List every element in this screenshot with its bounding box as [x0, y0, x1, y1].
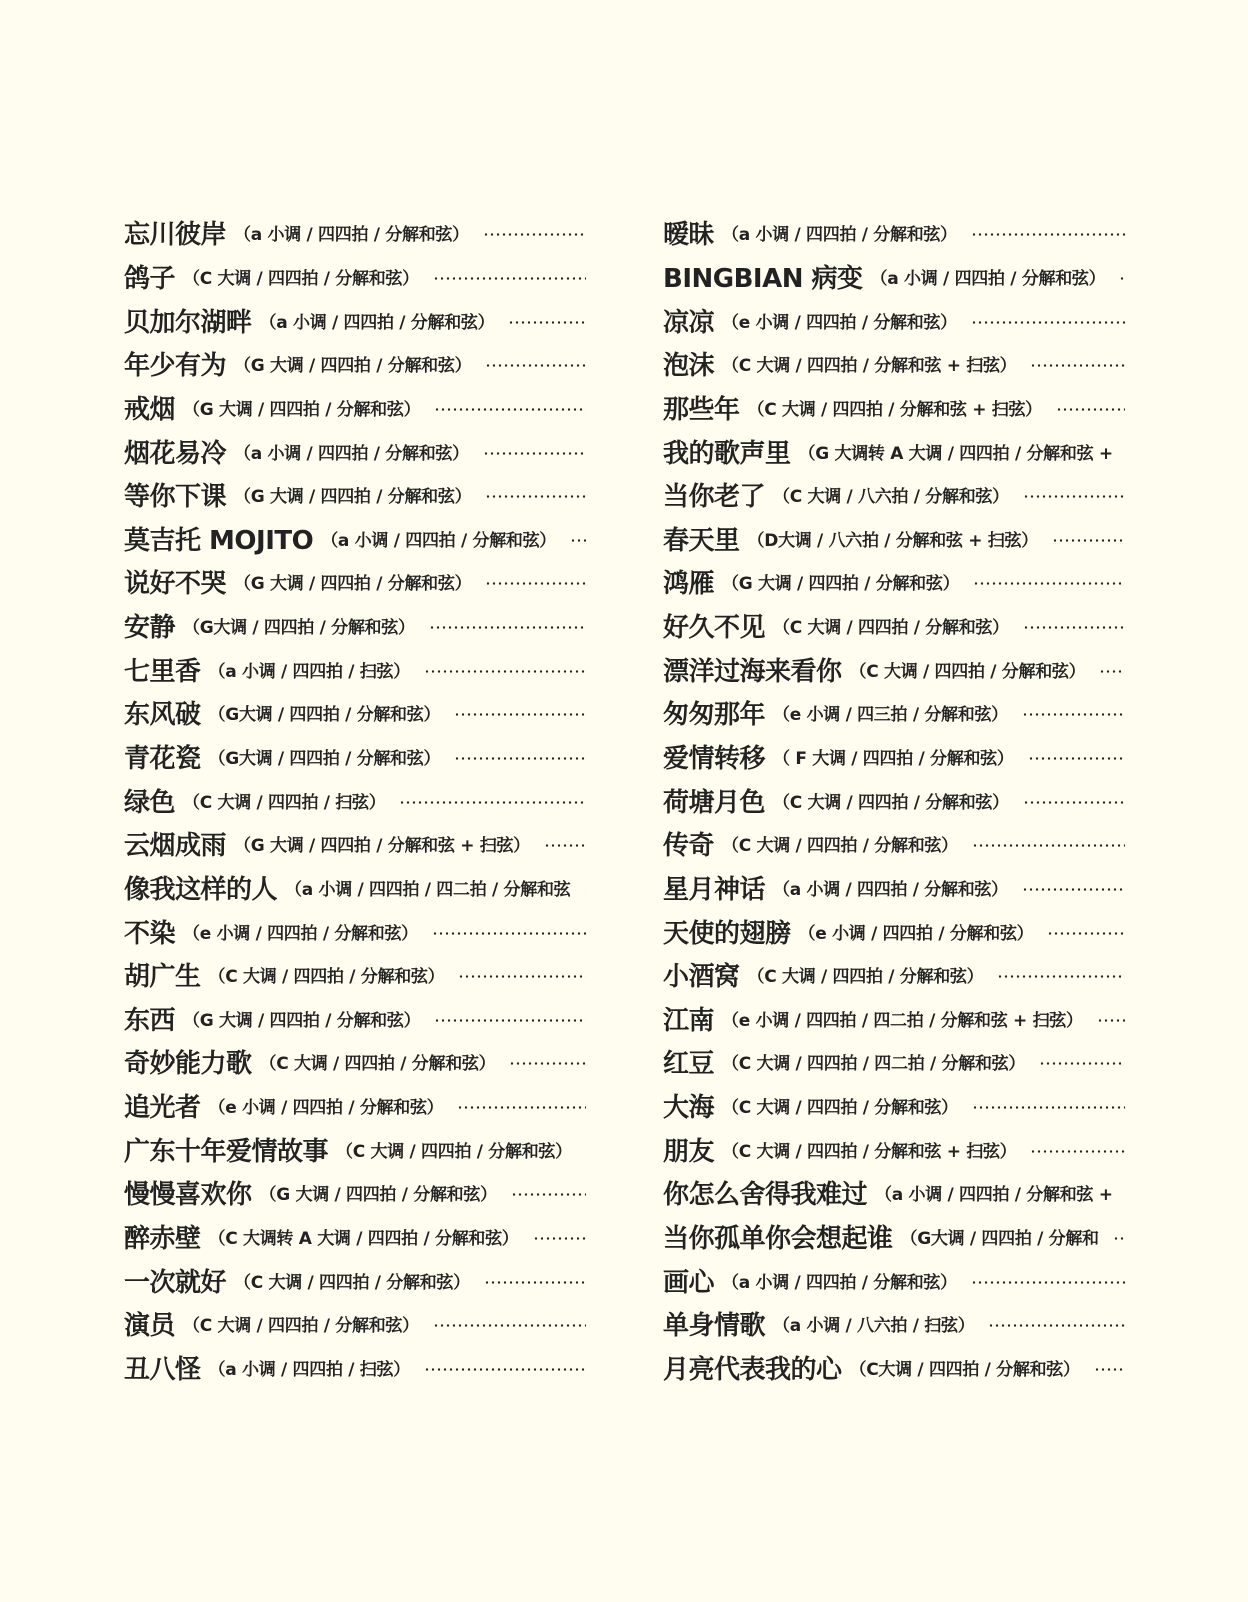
dot-leader [1099, 670, 1125, 673]
dot-leader [1028, 757, 1125, 760]
dot-leader [1113, 1237, 1125, 1240]
dot-leader [432, 932, 586, 935]
song-key-info: （e 小调 / 四四拍 / 分解和弦） [183, 923, 418, 944]
song-title: 丑八怪 [124, 1354, 201, 1385]
song-title: 月亮代表我的心 [663, 1354, 842, 1385]
song-key-info: （G大调 / 四四拍 / 分解和弦） [208, 749, 441, 769]
toc-entry [663, 473, 1125, 517]
dot-leader [1023, 495, 1125, 498]
dot-leader [424, 1368, 586, 1371]
song-title: 好久不见 [663, 613, 766, 644]
dot-leader [434, 408, 586, 411]
song-key-info: （C 大调 / 四四拍 / 分解和弦） [183, 268, 419, 289]
dot-leader [1094, 1368, 1125, 1371]
song-key-info: （e 小调 / 四四拍 / 分解和弦） [798, 923, 1034, 944]
song-key-info: （a 小调 / 四四拍 / 分解和弦） [259, 312, 495, 333]
dot-leader [454, 757, 586, 760]
song-title: 荷塘月色 [663, 787, 766, 818]
song-title: 东西 [124, 1005, 176, 1036]
song-key-info: （G大调 / 四四拍 / 分解和 [900, 1229, 1099, 1250]
song-key-info: （C 大调 / 四四拍 / 扫弦） [183, 792, 386, 813]
song-title: 奇妙能力歌 [124, 1049, 252, 1080]
toc-entry [663, 647, 1125, 691]
song-key-info: （D大调 / 八六拍 / 分解和弦 + 扫弦） [747, 530, 1038, 551]
song-key-info: （G 大调 / 四四拍 / 分解和弦） [234, 356, 472, 377]
toc-entry [663, 1127, 1125, 1171]
song-title: 凉凉 [663, 307, 715, 338]
song-title: BINGBIAN 病变 [663, 263, 863, 294]
song-key-info: （ F 大调 / 四四拍 / 分解和弦） [773, 749, 1014, 769]
toc-entry [663, 429, 1125, 473]
song-key-info: （C 大调 / 四四拍 / 分解和弦） [336, 1141, 572, 1162]
toc-entry [124, 298, 586, 342]
song-key-info: （a 小调 / 四四拍 / 四二拍 / 分解和弦 [285, 879, 571, 900]
song-list-left [124, 211, 586, 1389]
toc-entry [663, 342, 1125, 386]
song-key-info: （a 小调 / 四四拍 / 分解和弦） [870, 268, 1106, 289]
dot-leader [1023, 801, 1125, 804]
song-title: 追光者 [124, 1093, 201, 1124]
song-title: 漂洋过海来看你 [663, 656, 842, 687]
song-key-info: （G 大调 / 四四拍 / 分解和弦） [234, 574, 472, 595]
song-key-info: （C 大调 / 四四拍 / 分解和弦） [722, 1098, 958, 1119]
song-title: 东风破 [124, 700, 201, 731]
song-key-info: （a 小调 / 四四拍 / 分解和弦） [722, 1272, 957, 1293]
dot-leader [584, 888, 586, 891]
song-title: 不染 [124, 918, 176, 949]
song-title: 贝加尔湖畔 [124, 307, 252, 338]
song-key-info: （G大调 / 四四拍 / 分解和弦） [208, 705, 441, 726]
toc-entry [663, 953, 1125, 997]
dot-leader [511, 1193, 586, 1196]
toc-entry [124, 1171, 586, 1215]
song-title: 爱情转移 [663, 744, 766, 774]
dot-leader [485, 582, 586, 585]
toc-entry [663, 909, 1125, 953]
song-title: 小酒窝 [663, 962, 740, 993]
song-title: 传奇 [663, 831, 715, 862]
song-key-info: （a 小调 / 八六拍 / 扫弦） [773, 1316, 975, 1337]
song-title: 年少有为 [124, 351, 227, 382]
toc-entry [124, 604, 586, 648]
song-key-info: （C 大调 / 四四拍 / 分解和弦 + 扫弦） [747, 399, 1042, 420]
dot-leader [485, 364, 586, 367]
song-title: 春天里 [663, 525, 740, 556]
song-key-info: （a 小调 / 四四拍 / 分解和弦） [722, 225, 957, 246]
dot-leader [1039, 1062, 1125, 1065]
dot-leader [434, 1019, 586, 1022]
toc-entry [124, 691, 586, 735]
dot-leader [971, 321, 1125, 324]
song-key-info: （C 大调 / 四四拍 / 分解和弦） [259, 1054, 496, 1075]
song-title: 暧昧 [663, 220, 715, 251]
song-title: 当你老了 [663, 482, 766, 513]
toc-entry [124, 516, 586, 560]
song-key-info: （C 大调 / 四四拍 / 分解和弦） [849, 661, 1086, 682]
toc-entry [124, 1040, 586, 1084]
dot-leader [1052, 539, 1125, 542]
song-title: 单身情歌 [663, 1311, 766, 1342]
dot-leader [1023, 626, 1125, 629]
song-title: 等你下课 [124, 482, 227, 513]
toc-entry [124, 1302, 586, 1346]
song-key-info: （G 大调 / 四四拍 / 分解和弦） [259, 1185, 497, 1206]
song-title: 鸽子 [124, 263, 176, 294]
dot-leader [484, 1281, 586, 1284]
dot-leader [972, 1106, 1125, 1109]
toc-entry [124, 386, 586, 430]
dot-leader [483, 452, 586, 455]
song-title: 绿色 [124, 787, 176, 818]
toc-entry [124, 1084, 586, 1128]
song-key-info: （C 大调 / 四四拍 / 分解和弦 + 扫弦） [722, 1141, 1017, 1162]
song-title: 云烟成雨 [124, 831, 227, 862]
song-title: 戒烟 [124, 394, 176, 425]
dot-leader [454, 713, 586, 716]
toc-entry [663, 866, 1125, 910]
toc-entry [124, 866, 586, 910]
song-key-info: （e 小调 / 四四拍 / 分解和弦） [208, 1098, 444, 1119]
song-title: 忘川彼岸 [124, 220, 227, 251]
song-key-info: （C 大调转 A 大调 / 四四拍 / 分解和弦） [208, 1229, 519, 1250]
toc-entry [124, 909, 586, 953]
dot-leader [1056, 408, 1125, 411]
song-title: 醉赤壁 [124, 1224, 201, 1255]
toc-entry [663, 560, 1125, 604]
dot-leader [485, 495, 586, 498]
toc-entry [124, 997, 586, 1041]
song-title: 慢慢喜欢你 [124, 1180, 252, 1211]
toc-entry [663, 997, 1125, 1041]
dot-leader [483, 233, 586, 236]
toc-entry [663, 255, 1125, 299]
dot-leader [508, 321, 586, 324]
dot-leader [433, 277, 586, 280]
song-title: 一次就好 [124, 1267, 227, 1298]
toc-entry [663, 778, 1125, 822]
song-key-info: （G 大调 / 四四拍 / 分解和弦） [234, 487, 472, 508]
song-title: 广东十年爱情故事 [124, 1136, 329, 1167]
toc-entry [663, 516, 1125, 560]
toc-entry [663, 211, 1125, 255]
dot-leader [1030, 364, 1125, 367]
song-key-info: （G 大调 / 四四拍 / 分解和弦 + 扫弦） [234, 836, 530, 857]
song-key-info: （e 小调 / 四四拍 / 四二拍 / 分解和弦 + 扫弦） [722, 1010, 1083, 1031]
song-key-info: （a 小调 / 四四拍 / 扫弦） [208, 1359, 410, 1380]
toc-entry [663, 1258, 1125, 1302]
song-title: 胡广生 [124, 962, 201, 993]
song-title: 七里香 [124, 656, 201, 687]
toc-entry [124, 1258, 586, 1302]
toc-entry [663, 1171, 1125, 1215]
song-key-info: （G 大调 / 四四拍 / 分解和弦） [722, 574, 960, 595]
song-key-info: （e 小调 / 四三拍 / 分解和弦） [773, 705, 1008, 726]
song-key-info: （C 大调 / 四四拍 / 分解和弦） [773, 618, 1009, 639]
toc-entry [124, 211, 586, 255]
song-title: 天使的翅膀 [663, 918, 791, 949]
dot-leader [972, 844, 1125, 847]
song-title: 你怎么舍得我难过 [663, 1180, 868, 1211]
song-title: 安静 [124, 613, 176, 644]
dot-leader [570, 539, 586, 542]
toc-entry [663, 604, 1125, 648]
song-key-info: （C 大调 / 四四拍 / 分解和弦） [773, 792, 1009, 813]
toc-entry [124, 560, 586, 604]
toc-entry [124, 1346, 586, 1390]
toc-entry [663, 1215, 1125, 1259]
song-list-right [663, 211, 1125, 1389]
song-title: 朋友 [663, 1136, 715, 1167]
song-key-info: （C 大调 / 四四拍 / 分解和弦） [722, 836, 958, 857]
song-key-info: （G 大调 / 四四拍 / 分解和弦） [183, 1010, 421, 1031]
dot-leader [433, 1324, 586, 1327]
song-key-info: （C 大调 / 四四拍 / 分解和弦 + 扫弦） [722, 356, 1017, 377]
song-key-info: （C 大调 / 四四拍 / 四二拍 / 分解和弦） [722, 1054, 1026, 1075]
toc-entry [124, 1215, 586, 1259]
dot-leader [1047, 932, 1125, 935]
toc-entry [124, 429, 586, 473]
dot-leader [429, 626, 586, 629]
toc-entry [124, 473, 586, 517]
song-key-info: （C 大调 / 四四拍 / 分解和弦） [234, 1272, 470, 1293]
song-key-info: （C 大调 / 四四拍 / 分解和弦） [747, 967, 984, 988]
toc-entry [124, 735, 586, 779]
song-title: 红豆 [663, 1049, 715, 1080]
song-key-info: （e 小调 / 四四拍 / 分解和弦） [722, 312, 957, 333]
toc-entry [124, 1127, 586, 1171]
dot-leader [1022, 713, 1125, 716]
toc-entry [663, 822, 1125, 866]
toc-entry [124, 255, 586, 299]
dot-leader [973, 582, 1125, 585]
song-key-info: （a 小调 / 四四拍 / 分解和弦） [321, 530, 557, 551]
song-key-info: （C 大调 / 四四拍 / 分解和弦） [208, 967, 445, 988]
dot-leader [457, 1106, 586, 1109]
toc-entry [663, 298, 1125, 342]
toc-entry [663, 1346, 1125, 1390]
song-title: 烟花易冷 [124, 438, 227, 469]
song-title: 青花瓷 [124, 744, 201, 774]
dot-leader [1097, 1019, 1125, 1022]
toc-entry [663, 691, 1125, 735]
dot-leader [971, 1281, 1125, 1284]
toc-entry [663, 1302, 1125, 1346]
dot-leader [424, 670, 586, 673]
song-key-info: （G 大调转 A 大调 / 四四拍 / 分解和弦 + [798, 443, 1113, 464]
song-title: 画心 [663, 1267, 715, 1298]
dot-leader [509, 1062, 586, 1065]
song-title: 演员 [124, 1311, 176, 1342]
song-title: 泡沫 [663, 351, 715, 382]
song-title: 江南 [663, 1005, 715, 1036]
toc-entry [124, 822, 586, 866]
song-title: 匆匆那年 [663, 700, 766, 731]
song-key-info: （a 小调 / 四四拍 / 分解和弦） [234, 443, 469, 464]
song-title: 像我这样的人 [124, 874, 278, 905]
toc-entry [663, 386, 1125, 430]
toc-entry [663, 1040, 1125, 1084]
song-title: 当你孤单你会想起谁 [663, 1224, 893, 1255]
song-title: 那些年 [663, 394, 740, 425]
dot-leader [1022, 888, 1125, 891]
song-key-info: （C 大调 / 八六拍 / 分解和弦） [773, 487, 1009, 508]
dot-leader [533, 1237, 587, 1240]
song-key-info: （C 大调 / 四四拍 / 分解和弦） [183, 1316, 419, 1337]
song-key-info: （a 小调 / 四四拍 / 分解和弦） [773, 879, 1008, 900]
dot-leader [971, 233, 1125, 236]
song-key-info: （a 小调 / 四四拍 / 分解和弦 + [875, 1185, 1113, 1206]
song-key-info: （G大调 / 四四拍 / 分解和弦） [183, 618, 415, 639]
dot-leader [458, 975, 586, 978]
dot-leader [988, 1324, 1125, 1327]
toc-entry [124, 778, 586, 822]
dot-leader [1030, 1150, 1125, 1153]
toc-entry [663, 735, 1125, 779]
song-title: 大海 [663, 1093, 715, 1124]
song-key-info: （a 小调 / 四四拍 / 扫弦） [208, 661, 410, 682]
toc-entry [663, 1084, 1125, 1128]
song-title: 星月神话 [663, 874, 766, 905]
dot-leader [399, 801, 586, 804]
song-title: 我的歌声里 [663, 438, 791, 469]
toc-entry [124, 953, 586, 997]
toc-entry [124, 647, 586, 691]
dot-leader [1119, 277, 1125, 280]
dot-leader [544, 844, 586, 847]
song-key-info: （a 小调 / 四四拍 / 分解和弦） [234, 225, 469, 246]
dot-leader [997, 975, 1125, 978]
toc-entry [124, 342, 586, 386]
song-title: 莫吉托 MOJITO [124, 525, 314, 556]
song-key-info: （G 大调 / 四四拍 / 分解和弦） [183, 399, 421, 420]
song-key-info: （C大调 / 四四拍 / 分解和弦） [849, 1359, 1080, 1380]
song-title: 鸿雁 [663, 569, 715, 600]
song-title: 说好不哭 [124, 569, 227, 600]
